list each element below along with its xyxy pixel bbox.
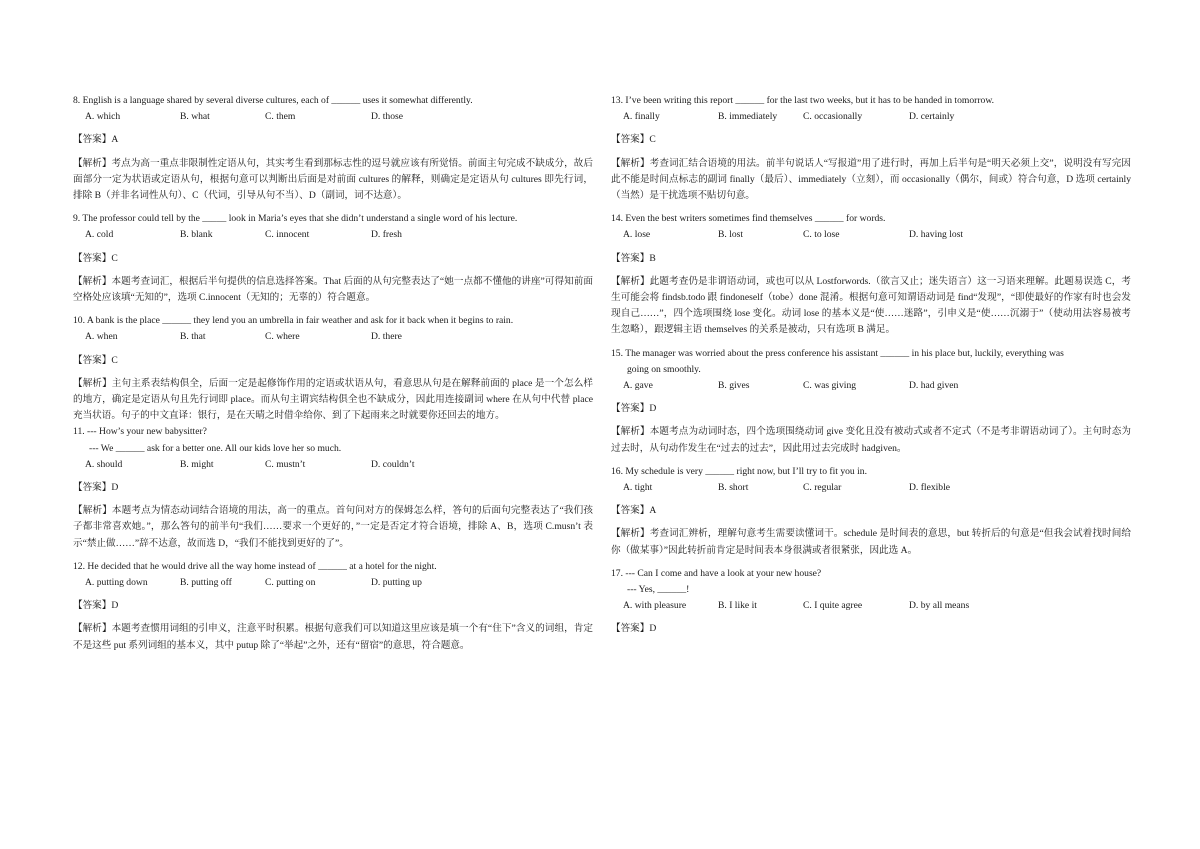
right-column <box>611 93 1131 638</box>
answer-line: 【答案】B <box>611 252 656 264</box>
question-17 <box>611 566 1131 638</box>
question-14 <box>611 211 1131 338</box>
question-stem: 14. Even the best writers sometimes find themselves ______ for words. <box>611 213 886 225</box>
option-a: A. finally <box>623 111 660 123</box>
option-a: A. lose <box>623 229 651 241</box>
left-column <box>73 93 593 654</box>
option-d: D. fresh <box>371 229 402 241</box>
question-stem: 12. He decided that he would drive all the way home instead of ______ at a hotel for the night. <box>73 560 437 572</box>
options-row <box>73 575 593 591</box>
question-stem: 16. My schedule is very ______ right now, but I’ll try to fit you in. <box>611 465 867 477</box>
option-d: D. there <box>371 331 402 343</box>
option-c: C. occasionally <box>803 111 863 123</box>
answer-line: 【答案】A <box>611 505 657 517</box>
option-c: C. was giving <box>803 380 857 392</box>
option-b: B. putting off <box>180 577 232 589</box>
explanation: 【解析】本题考查惯用词组的引申义，注意平时积累。根据句意我们可以知道这里应该是填一个有“住下”含义的词组，肯定不是这些 put 系列词组的基本义，其中 putup 除了“举起”之外，还有“留宿”的意思，符合题意。 <box>73 623 593 651</box>
explanation: 【解析】本题考查词汇，根据后半句提供的信息选择答案。That 后面的从句完整表达了“她一点都不懂他的讲座”可得知前面空格处应该填“无知的”，选项 C.innocent（无知的；无辜的）符合题意。 <box>73 275 593 304</box>
option-a: A. tight <box>623 482 653 494</box>
explanation: 【解析】此题考查仍是非谓语动词，或也可以从 Lostforwords.（欲言又止；迷失语言）这一习语来理解。此题易误选 C，考生可能会将 findsb.todo 跟 findoneself（tobe）done 混淆。根据句意可知谓语动词是 find“发现”，“即使最好的作家有时也会发现自己……”，四个选项围绕 lose 变化。动词 lose 的基本义是“使……迷路”，引申义是“使……沉溺于”（使动用法容易被考生忽略），跟逻辑主语 themselves 的关系是被动，只有选项 B 满足。 <box>611 275 1131 336</box>
question-stem: 8. English is a language shared by several diverse cultures, each of ______ uses it somewhat differently. <box>73 95 473 106</box>
question-stem: 9. The professor could tell by the _____ look in Maria’s eyes that she didn’t understand a single word of his lecture. <box>73 213 518 225</box>
answer-line: 【答案】A <box>73 134 119 146</box>
option-c: C. mustn’t <box>265 458 306 470</box>
answer-line: 【答案】C <box>611 134 656 146</box>
option-b: B. might <box>180 458 214 470</box>
option-d: D. putting up <box>371 577 422 589</box>
question-10 <box>73 313 593 424</box>
option-d: D. couldn’t <box>371 458 415 470</box>
option-a: A. with pleasure <box>623 600 687 612</box>
option-d: D. flexible <box>909 482 951 494</box>
options-row <box>73 109 593 125</box>
answer-line: 【答案】C <box>73 252 118 264</box>
question-stem: 13. I’ve been writing this report ______ for the last two weeks, but it has to be handed in tomorrow. <box>611 95 995 106</box>
explanation: 【解析】本题考点为动词时态，四个选项围绕动词 give 变化且没有被动式或者不定式（不是考非谓语动词了）。主句时态为过去时，从句动作发生在“过去的过去”，因此用过去完成时 hadgiven。 <box>611 426 1131 454</box>
explanation: 【解析】本题考点为情态动词结合语境的用法，高一的重点。首句问对方的保姆怎么样，答句的后面句完整表达了“我们孩子都非常喜欢她。”，那么答句的前半句“我们……要求一个更好的，”一定是否定才符合语境，排除 A、B，选项 C.musn’t 表示“禁止做……”辞不达意，故而选 D，“我们不能找到更好的了”。 <box>73 505 593 549</box>
options-row <box>73 457 593 473</box>
options-row <box>611 109 1131 125</box>
options-row <box>73 329 593 345</box>
question-15 <box>611 346 1131 457</box>
option-d: D. having lost <box>909 229 964 241</box>
question-stem-continued: going on smoothly. <box>627 363 701 375</box>
dialog-line: --- We ______ ask for a better one. All our kids love her so much. <box>89 442 342 454</box>
option-d: D. by all means <box>909 600 970 612</box>
question-8 <box>73 93 593 204</box>
question-11 <box>73 424 593 551</box>
option-c: C. them <box>265 111 296 123</box>
explanation: 【解析】考查词汇结合语境的用法。前半句说话人“写报道”用了进行时，再加上后半句是“明天必须上交”，说明没有写完因此不能是时间点标志的副词 finally（最后）、immediately（立刻），而 occasionally（偶尔，间或）符合句意，D 选项 certainly（当然）是干扰选项不贴切句意。 <box>611 157 1131 202</box>
options-row <box>611 598 1131 614</box>
answer-line: 【答案】C <box>73 354 118 366</box>
answer-line: 【答案】D <box>73 482 119 494</box>
option-b: B. gives <box>718 380 750 392</box>
option-a: A. cold <box>85 229 114 241</box>
answer-line: 【答案】D <box>611 623 657 635</box>
question-9 <box>73 211 593 306</box>
option-d: D. had given <box>909 380 959 392</box>
option-b: B. blank <box>180 229 213 241</box>
option-b: B. lost <box>718 229 744 241</box>
question-stem: 10. A bank is the place ______ they lend you an umbrella in fair weather and ask for it back when it begins to rain. <box>73 315 514 327</box>
explanation: 【解析】考查词汇辨析，理解句意考生需要读懂词干。schedule 是时间表的意思，but 转折后的句意是“但我会试着找时间给你（做某事）”因此转折前肯定是时间表本身很满或者很紧张，因此选 A。 <box>611 528 1131 556</box>
option-b: B. I like it <box>718 600 757 612</box>
option-c: C. where <box>265 331 300 343</box>
option-c: C. to lose <box>803 229 840 241</box>
option-d: D. those <box>371 111 403 123</box>
option-c: C. innocent <box>265 229 310 241</box>
answer-line: 【答案】D <box>611 403 657 415</box>
option-a: A. should <box>85 458 123 470</box>
dialog-line: --- Yes, ______! <box>627 584 690 596</box>
options-row <box>611 378 1131 394</box>
options-row <box>611 227 1131 243</box>
option-c: C. regular <box>803 482 842 494</box>
explanation: 【解析】主句主系表结构俱全，后面一定是起修饰作用的定语或状语从句，看意思从句是在解释前面的 place 是一个怎么样的地方，确定是定语从句且先行词即 place。而从句主谓宾结构俱全也不缺成分，因此用连接副词 where 在从句中代替 place 充当状语。句子的中文直译：银行，是在天晴之时借伞给你、到了下起雨来之时就要你还回去的地方。 <box>73 377 593 422</box>
option-a: A. gave <box>623 380 653 392</box>
question-stem: 11. --- How’s your new babysitter? <box>73 426 207 438</box>
option-a: A. when <box>85 331 118 343</box>
option-b: B. what <box>180 111 210 123</box>
option-b: B. short <box>718 482 749 494</box>
options-row <box>73 227 593 243</box>
option-d: D. certainly <box>909 111 955 123</box>
option-b: B. immediately <box>718 111 778 123</box>
explanation: 【解析】考点为高一重点非限制性定语从句，其实考生看到那标志性的逗号就应该有所觉悟。前面主句完成不缺成分，故后面部分一定为状语或定语从句，根据句意可以判断出后面是对前面 cultures 的解释，则确定是定语从句 cultures 即先行词，排除 B（并非名词性从句）、C（代词，引导从句不当）、D（副词，词不达意）。 <box>73 157 593 202</box>
question-16 <box>611 464 1131 559</box>
option-c: C. I quite agree <box>803 600 863 612</box>
answer-line: 【答案】D <box>73 600 119 612</box>
question-stem: 15. The manager was worried about the press conference his assistant ______ in his place but, luckily, everything was <box>611 347 1064 359</box>
option-b: B. that <box>180 331 206 343</box>
question-13 <box>611 93 1131 204</box>
options-row <box>611 480 1131 496</box>
option-a: A. putting down <box>85 577 148 589</box>
question-stem: 17. --- Can I come and have a look at your new house? <box>611 567 822 579</box>
question-12 <box>73 559 593 654</box>
option-c: C. putting on <box>265 577 316 589</box>
option-a: A. which <box>85 111 121 123</box>
